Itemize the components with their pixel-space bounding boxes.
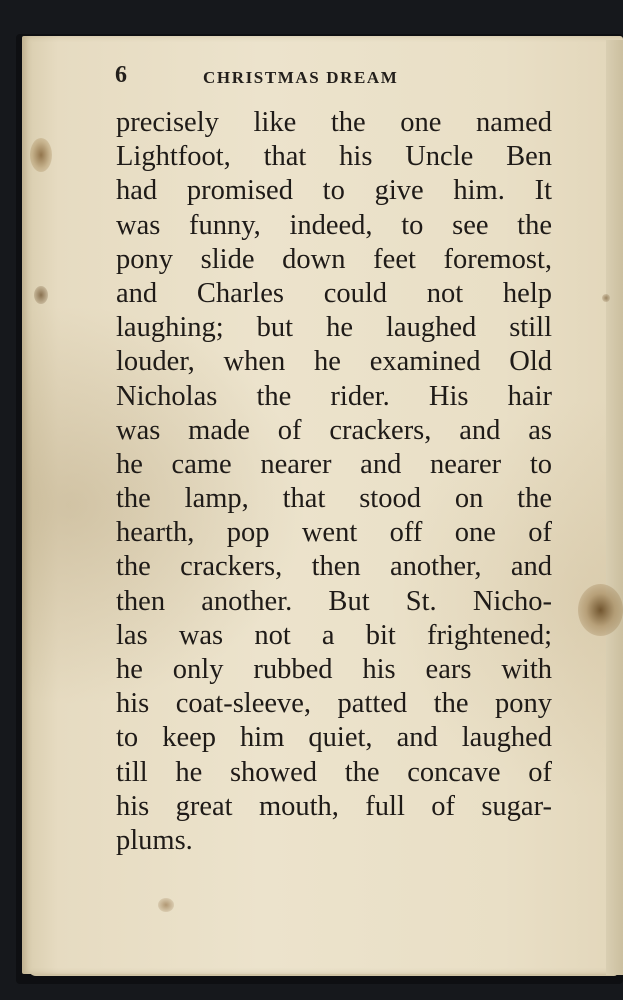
running-head (115, 62, 515, 92)
foxing-stain (578, 584, 623, 636)
text-line: the lamp, that stood on the (116, 483, 552, 515)
text-line: louder, when he examined Old (116, 346, 552, 378)
text-line: plums. (116, 824, 193, 856)
text-line: laughing; but he laughed still (116, 312, 552, 344)
foxing-stain (30, 138, 52, 172)
text-line: his coat-sleeve, patted the pony (116, 688, 552, 720)
text-line: Lightfoot, that his Uncle Ben (116, 141, 552, 173)
text-line: then another. But St. Nicho- (116, 585, 552, 617)
text-line: was made of crackers, and as (116, 414, 552, 446)
foxing-stain (602, 294, 610, 302)
text-line: to keep him quiet, and laughed (116, 722, 552, 754)
text-line: till he showed the concave of (116, 756, 552, 788)
text-line: was funny, indeed, to see the (116, 209, 552, 241)
foxing-stain (34, 286, 48, 304)
text-line: the crackers, then another, and (116, 551, 552, 583)
running-title: CHRISTMAS DREAM (203, 68, 399, 87)
text-line: hearth, pop went off one of (116, 517, 552, 549)
text-line: las was not a bit frightened; (116, 619, 552, 651)
text-line: his great mouth, full of sugar- (116, 790, 552, 822)
text-line: he came nearer and nearer to (116, 448, 552, 480)
foxing-stain (158, 898, 174, 912)
text-line: and Charles could not help (116, 277, 552, 309)
text-line: had promised to give him. It (116, 175, 552, 207)
body-text (116, 106, 552, 858)
page-fore-edge (606, 40, 623, 975)
page-number: 6 (115, 62, 127, 88)
text-line: pony slide down feet foremost, (116, 243, 552, 275)
text-line: precisely like the one named (116, 107, 552, 138)
text-line: he only rubbed his ears with (116, 654, 552, 685)
text-line: Nicholas the rider. His hair (116, 380, 552, 412)
